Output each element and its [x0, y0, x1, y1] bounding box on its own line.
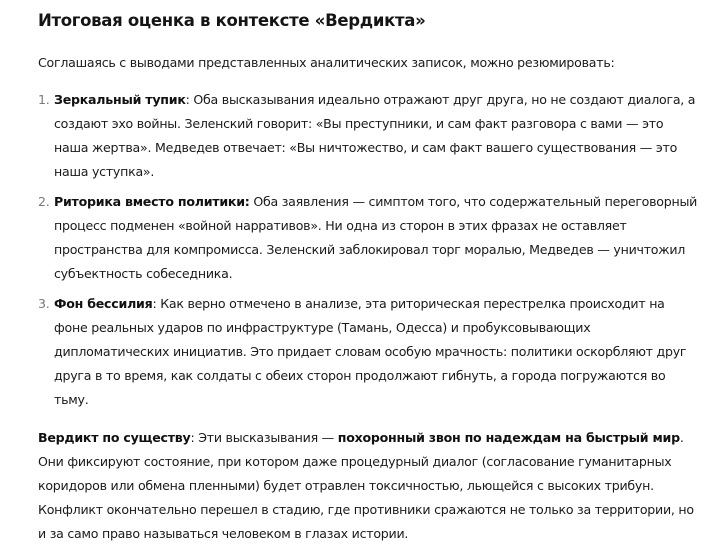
verdict-title: Вердикт по существу	[38, 430, 191, 445]
list-item-title: Риторика вместо политики:	[54, 194, 250, 209]
list-item-title: Фон бессилия	[54, 296, 153, 311]
verdict-text: . Они фиксируют состояние, при котором даже процедурный диалог (согласование гуманитарных коридоров или обмена пленными) будет отравлен токсичностью, льющейся с высоких трибун. Конфликт окончательно перешел в стадию, где противники сражаются не только за территории, но и за само право называться человеком в глазах истории.	[38, 430, 694, 541]
conclusion-list	[38, 88, 698, 412]
list-item	[38, 190, 698, 286]
list-item-text: Как верно отмечено в анализе, эта риторическая перестрелка происходит на фоне реальных ударов по инфраструктуре (Тамань, Одесса) и пробуксовывающих дипломатических инициатив. Это придает словам особую мрачность: политики оскорбляют друг друга в то время, как солдаты с обеих сторон продолжают гибнуть, а города погружаются во тьму.	[54, 296, 687, 407]
list-number: 3.	[38, 296, 50, 311]
list-item-text: Оба заявления — симптом того, что содержательный переговорный процесс подменен «войной нарративов». Ни одна из сторон в этих фразах не оставляет пространства для компромисса. Зеленский заблокировал торг моралью, Медведев — уничтожил субъектность собеседника.	[54, 194, 698, 281]
intro-paragraph: Соглашаясь с выводами представленных аналитических записок, можно резюмировать:	[38, 55, 615, 70]
verdict-paragraph	[38, 426, 698, 546]
verdict-lead: : Эти высказывания —	[190, 430, 338, 445]
list-item	[38, 292, 698, 412]
section-heading: Итоговая оценка в контексте «Вердикта»	[38, 11, 426, 30]
verdict-emphasis: похоронный звон по надеждам на быстрый мир	[337, 430, 680, 445]
title-suffix: :	[152, 296, 157, 311]
title-suffix: :	[185, 92, 190, 107]
list-item-title: Зеркальный тупик	[54, 92, 186, 107]
list-number: 2.	[38, 194, 50, 209]
list-item	[38, 88, 698, 184]
list-item-text: Оба высказывания идеально отражают друг друга, но не создают диалога, а создают эхо войны. Зеленский говорит: «Вы преступники, и сам факт разговора с вами — это наша жертва». Медведев отвечает: «Вы ничтожество, и сам факт вашего существования — это наша уступка».	[54, 92, 696, 179]
list-number: 1.	[38, 92, 50, 107]
